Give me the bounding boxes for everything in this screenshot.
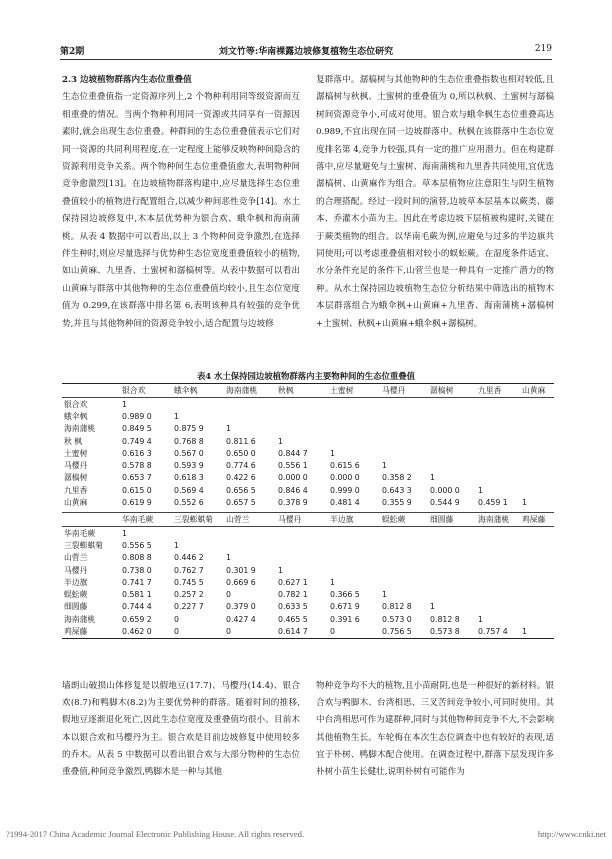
table-cell: [378, 398, 426, 411]
table-cell: 0.227 7: [174, 602, 204, 612]
woody-overlap-table: [62, 383, 554, 509]
page-footer: [6, 829, 606, 845]
table-cell: [274, 552, 326, 564]
table-cell: [426, 459, 474, 471]
issue-number: 第2期: [60, 47, 85, 57]
table-cell: 0.614 7: [278, 627, 308, 637]
table-header-row: [62, 384, 554, 398]
table-cell: 0.811 6: [226, 436, 256, 446]
column-header: 秋枫: [274, 384, 326, 398]
column-header: 马樱丹: [378, 384, 426, 398]
row-label: 秋 枫: [64, 436, 83, 446]
table-cell: [222, 398, 274, 411]
table-cell: 0.615 6: [330, 461, 360, 471]
table-cell: [274, 527, 326, 540]
right-column-bottom: [316, 678, 554, 781]
table-cell: [426, 576, 474, 588]
table-cell: 0.615 0: [122, 485, 152, 495]
table-cell: [222, 539, 274, 551]
left-bottom-text: 墙朗山破损山体修复是以假地豆(17.7)、马樱丹(14.4)、银合欢(8.7)和鸭脚木(8.2)为主要优势种的群落。随着时间的推移,假地豆逐渐退化死亡,因此生态位宽度及重叠值均很小。目前木本以银合欢和马樱丹为主。银合欢是目前边坡修复中使用较多的乔木。从表 5 中数据可以看出银合欢与大部分物种的生态位重叠值,种间竞争激烈,鸭脚木是一种与其他: [62, 681, 300, 778]
table-cell: [426, 435, 474, 447]
table-cell: [326, 539, 378, 551]
table-row: [62, 496, 554, 508]
row-label: 三裂蟛蜞菊: [64, 540, 103, 550]
table-cell: [518, 459, 554, 471]
table-cell: [474, 564, 518, 576]
table-cell: [518, 410, 554, 422]
right-body-text: 复群落中。潺槁树与其他物种的生态位重叠指数也相对较低,且潺槁树与秋枫、土蜜树的重叠值为 0,所以秋枫、土蜜树与潺槁树间资源竞争小,可成对使用。银合欢与蛾伞枫生态位重叠高达 0.989,不宜出现在同一边坡群落中。秋枫在该群落中生态位宽度排名第 4,竞争力较强,具有一定的推广应用潜力。但在构建群落中,应尽量避免与土蜜树、海南蒲桃和九里香共同使用,宜优选潺槁树、山黄麻作为组合。草本层植物应注意阳生与阴生植物的合理搭配。经过一段时间的演替,边坡草本层基本以蕨类、藤本、乔灌木小苗为主。因此在考虑边坡下层植被构建时,关键在于蕨类植物的组合。以华南毛蕨为例,应避免与过多的半边旗共同使用;可以考虑重叠值相对较小的蜈蚣蕨。在湿度条件适宜、水分条件充足的条件下,山菅兰也是一种具有一定推广潜力的物种。从水土保持园边坡植物生态位分析结果中筛选出的植物木本层群落组合为蛾伞枫+山黄麻+九里香、海南蒲桃+潺槁树+土蜜树、秋枫+山黄麻+蛾伞枫+潺槁树。: [316, 75, 554, 329]
table-cell: 0.808 8: [122, 553, 152, 563]
table-cell: [474, 601, 518, 613]
table-cell: 0.875 9: [174, 424, 204, 434]
page-number: 219: [534, 44, 552, 54]
table-cell: 0.573 0: [382, 614, 412, 624]
table-cell: 0.650 0: [226, 448, 256, 458]
table-cell: 1: [330, 448, 335, 458]
table-cell: 1: [122, 399, 127, 409]
table-cell: 0.578 8: [122, 461, 152, 471]
header-rule: [60, 59, 552, 60]
table-cell: [518, 472, 554, 484]
table-cell: [426, 539, 474, 551]
table-cell: [378, 435, 426, 447]
column-header: 华南毛蕨: [118, 513, 170, 527]
row-label: 海南蒲桃: [64, 424, 96, 434]
column-header: 马樱丹: [274, 513, 326, 527]
table-row: [62, 613, 554, 625]
table-cell: [426, 588, 474, 600]
table-cell: 0.768 8: [174, 436, 204, 446]
table-cell: 1: [522, 498, 527, 508]
table-cell: [326, 410, 378, 422]
table-cell: 1: [330, 577, 335, 587]
table-cell: [426, 564, 474, 576]
row-label: 土蜜树: [64, 448, 88, 458]
table-row: [62, 527, 554, 540]
column-header: 土蜜树: [326, 384, 378, 398]
table-cell: 0.659 2: [122, 614, 152, 624]
table-cell: [274, 398, 326, 411]
table-row: [62, 398, 554, 411]
column-header: 蛾伞枫: [170, 384, 222, 398]
table-cell: [274, 423, 326, 435]
table-cell: 0.756 5: [382, 627, 412, 637]
table-cell: 0.481 4: [330, 498, 360, 508]
left-column-top: [62, 72, 300, 333]
table-cell: [474, 447, 518, 459]
table-row: [62, 539, 554, 551]
table-cell: 0.569 4: [174, 485, 204, 495]
table-cell: 1: [122, 528, 127, 538]
table-caption: 表4 水土保持园边坡植物群落内主要物种间的生态位重叠值: [196, 371, 416, 381]
table-cell: 0.465 5: [278, 614, 308, 624]
table-cell: 0.669 6: [226, 577, 256, 587]
table-cell: [518, 447, 554, 459]
row-label: 山黄麻: [64, 498, 88, 508]
table-row: [62, 484, 554, 496]
row-label: 鸡屎藤: [64, 627, 88, 637]
table-cell: [274, 539, 326, 551]
table-cell: 0.643 3: [382, 485, 412, 495]
table-cell: 0.616 3: [122, 448, 152, 458]
table-cell: [518, 539, 554, 551]
table-cell: 1: [478, 614, 483, 624]
right-bottom-text: 物种竞争均不大的植物,且小苗耐阴,也是一种很好的新材料。银合欢与鸭脚木、台湾相思、三叉苦间竞争较小,可同时使用。其中台湾相思可作为建群种,同时与其他物种间竞争不大,不会影响其他植物生长。车轮梅在本次生态位调查中也有较好的表现,适宜于朴树、鸭脚木配合使用。在调查过程中,群落下层发现许多朴树小苗生长健壮,说明朴树有可能作为: [316, 681, 554, 778]
table-row: [62, 576, 554, 588]
table-cell: 0.000 0: [430, 485, 460, 495]
table-cell: [378, 576, 426, 588]
table-cell: 0.844 7: [278, 448, 308, 458]
table-cell: 0.544 9: [430, 498, 460, 508]
column-header: 银合欢: [118, 384, 170, 398]
table-cell: 0.000 0: [330, 473, 360, 483]
table-cell: [326, 564, 378, 576]
table-cell: 0.619 9: [122, 498, 152, 508]
table-cell: 0.427 4: [226, 614, 256, 624]
column-header: 鸡屎藤: [518, 513, 554, 527]
row-label: 细圆藤: [64, 602, 88, 612]
table-cell: 0.749 4: [122, 436, 152, 446]
table-cell: 0.745 5: [174, 577, 204, 587]
right-column-top: [316, 72, 554, 333]
row-label: 马樱丹: [64, 565, 88, 575]
table-cell: [474, 552, 518, 564]
table-cell: 0.744 4: [122, 602, 152, 612]
table-cell: 1: [382, 590, 387, 600]
table-cell: [474, 459, 518, 471]
table-cell: [274, 410, 326, 422]
table-cell: 0.757 4: [478, 627, 508, 637]
table-cell: [378, 423, 426, 435]
table-cell: 0: [174, 627, 179, 637]
table-row: [62, 410, 554, 422]
table-cell: [518, 423, 554, 435]
table-cell: 0.633 5: [278, 602, 308, 612]
table-cell: [518, 484, 554, 496]
row-label: 银合欢: [64, 399, 88, 409]
row-label: 潺槁树: [64, 473, 88, 483]
table-cell: 1: [226, 553, 231, 563]
left-body-text: 生态位重叠值指一定资源序列上,2 个物种利用同等级资源而互相重叠的情况。当两个物种利用同一资源或共同享有一资源因素时,就会出现生态位重叠。种群间的生态位重叠值表示它们对同一资源的共同利用程度,在一定程度上能够反映物种间隐含的资源利用竞争关系。两个物种间生态位重叠值愈大,表明物种间竞争愈激烈[13]。在边坡植物群落构建中,应尽量选择生态位重叠值较小的植物进行配置组合,以减少种间恶性竞争[14]。水土保持园边坡修复中,木本层优势种为银合欢、蛾伞枫和海南蒲桃。从表 4 数据中可以看出,以上 3 个物种间竞争激烈,在选择伴生种时,则应尽量选择与优势种生态位宽度重叠值较小的植物,如山黄麻、九里香、土蜜树和潺槁树等。从表中数据可以看出山黄麻与群落中其他物种的生态位重叠值均较小,且生态位宽度值为 0.299,在该群落中排名第 6,表明该种具有较强的竞争优势,并且与其他物种间的资源竞争较小,适合配置与边坡修: [62, 92, 300, 329]
table-cell: 0.355 9: [382, 498, 412, 508]
left-column-bottom: [62, 678, 300, 781]
table-cell: 1: [382, 461, 387, 471]
column-header: [62, 384, 118, 398]
column-header: 细圆藤: [426, 513, 474, 527]
column-header: 海南蒲桃: [222, 384, 274, 398]
table-cell: 0.657 5: [226, 498, 256, 508]
table-cell: [474, 410, 518, 422]
table-cell: 0.459 1: [478, 498, 508, 508]
table-cell: 0.581 1: [122, 590, 152, 600]
table-row: [62, 564, 554, 576]
table-cell: 0.741 7: [122, 577, 152, 587]
column-header: 三裂蟛蜞菊: [170, 513, 222, 527]
running-header: [60, 44, 552, 58]
table-cell: 0.422 6: [226, 473, 256, 483]
table-cell: 0.552 6: [174, 498, 204, 508]
table-cell: 0.000 0: [278, 473, 308, 483]
table-cell: 0.446 2: [174, 553, 204, 563]
table-cell: 0.618 3: [174, 473, 204, 483]
table-cell: [518, 576, 554, 588]
table-cell: 0.989 0: [122, 411, 152, 421]
table-cell: 0.257 2: [174, 590, 204, 600]
table-cell: [378, 552, 426, 564]
running-title: 刘文竹等:华南裸露边坡修复植物生态位研究: [218, 47, 394, 57]
section-heading: 2.3 边坡植物群落内生态位重叠值: [62, 75, 192, 85]
table-row: [62, 447, 554, 459]
table-cell: 0.846 4: [278, 485, 308, 495]
table-cell: 0.358 2: [382, 473, 412, 483]
table-cell: [518, 601, 554, 613]
table-cell: [518, 588, 554, 600]
row-label: 海南蒲桃: [64, 614, 96, 624]
table-cell: [378, 527, 426, 540]
table-cell: [378, 539, 426, 551]
table-cell: [474, 423, 518, 435]
table-cell: [518, 527, 554, 540]
table-cell: 0: [226, 590, 231, 600]
table-cell: 1: [278, 436, 283, 446]
table-cell: 1: [430, 602, 435, 612]
table-cell: [222, 410, 274, 422]
table-cell: 1: [174, 540, 179, 550]
table-cell: 0.656 5: [226, 485, 256, 495]
row-label: 九里香: [64, 485, 88, 495]
table-cell: [326, 423, 378, 435]
table-cell: 0.849 5: [122, 424, 152, 434]
table-cell: 0.462 0: [122, 627, 152, 637]
table-row: [62, 625, 554, 638]
table-cell: [474, 576, 518, 588]
column-header: 山黄麻: [518, 384, 554, 398]
table-cell: [378, 564, 426, 576]
table-cell: 0.627 1: [278, 577, 308, 587]
table-cell: 1: [522, 627, 527, 637]
table-row: [62, 459, 554, 471]
table-cell: 1: [478, 485, 483, 495]
table-cell: [326, 552, 378, 564]
table-row: [62, 552, 554, 564]
table-cell: 0.366 5: [330, 590, 360, 600]
table-cell: 0.301 9: [226, 565, 256, 575]
row-label: 蜈蚣蕨: [64, 590, 88, 600]
table-cell: 0: [330, 627, 335, 637]
table-cell: 0.812 8: [430, 614, 460, 624]
column-header: 蜈蚣蕨: [378, 513, 426, 527]
table-cell: [378, 410, 426, 422]
table-cell: 0.556 5: [122, 540, 152, 550]
table-cell: 0.812 8: [382, 602, 412, 612]
column-header: 海南蒲桃: [474, 513, 518, 527]
table-cell: [170, 527, 222, 540]
table-cell: [326, 435, 378, 447]
table-cell: 0.391 6: [330, 614, 360, 624]
table-cell: [474, 539, 518, 551]
table-cell: [326, 398, 378, 411]
column-header: 半边旗: [326, 513, 378, 527]
table-row: [62, 472, 554, 484]
table-cell: [170, 398, 222, 411]
table-cell: [426, 410, 474, 422]
table-cell: 0.379 0: [226, 602, 256, 612]
table-cell: [426, 423, 474, 435]
table-cell: 0.762 7: [174, 565, 204, 575]
table-cell: [474, 527, 518, 540]
row-label: 华南毛蕨: [64, 528, 96, 538]
table-cell: 0.556 1: [278, 461, 308, 471]
copyright-notice: ?1994-2017 China Academic Journal Electronic Publishing House. All rights reserved.: [6, 829, 305, 839]
table-cell: [474, 588, 518, 600]
row-label: 马樱丹: [64, 461, 88, 471]
table-row: [62, 435, 554, 447]
table-cell: 0.774 6: [226, 461, 256, 471]
table-cell: [378, 447, 426, 459]
table-cell: [474, 435, 518, 447]
table-cell: [474, 472, 518, 484]
table-cell: 0.671 9: [330, 602, 360, 612]
table-cell: 0: [174, 614, 179, 624]
table-cell: 0.782 1: [278, 590, 308, 600]
table-cell: 0.573 8: [430, 627, 460, 637]
table-cell: 0: [226, 627, 231, 637]
table-cell: [518, 613, 554, 625]
site-url: http://www.cnki.net: [537, 829, 606, 839]
table-cell: 1: [278, 565, 283, 575]
table-cell: [518, 552, 554, 564]
table-cell: 0.999 0: [330, 485, 360, 495]
column-header: 山菅兰: [222, 513, 274, 527]
table-row: [62, 588, 554, 600]
row-label: 蛾伞枫: [64, 411, 88, 421]
herb-overlap-table: [62, 512, 554, 639]
row-label: 半边旗: [64, 577, 88, 587]
table-cell: 1: [430, 473, 435, 483]
table-cell: 0.738 0: [122, 565, 152, 575]
table-row: [62, 423, 554, 435]
column-header: 九里香: [474, 384, 518, 398]
column-header: 潺槁树: [426, 384, 474, 398]
table-cell: [518, 398, 554, 411]
table-cell: 0.593 9: [174, 461, 204, 471]
table-header-row: [62, 513, 554, 527]
table-cell: 1: [226, 424, 231, 434]
table-cell: [222, 527, 274, 540]
table-cell: [474, 398, 518, 411]
table-cell: [326, 527, 378, 540]
table-cell: 0.378 9: [278, 498, 308, 508]
table-cell: [426, 527, 474, 540]
table-cell: 1: [174, 411, 179, 421]
table-cell: 0.567 0: [174, 448, 204, 458]
table-cell: [426, 552, 474, 564]
table-row: [62, 601, 554, 613]
table-cell: [426, 447, 474, 459]
table-cell: [518, 564, 554, 576]
column-header: [62, 513, 118, 527]
table-cell: 0.653 7: [122, 473, 152, 483]
table-cell: [518, 435, 554, 447]
table-cell: [426, 398, 474, 411]
row-label: 山菅兰: [64, 553, 88, 563]
